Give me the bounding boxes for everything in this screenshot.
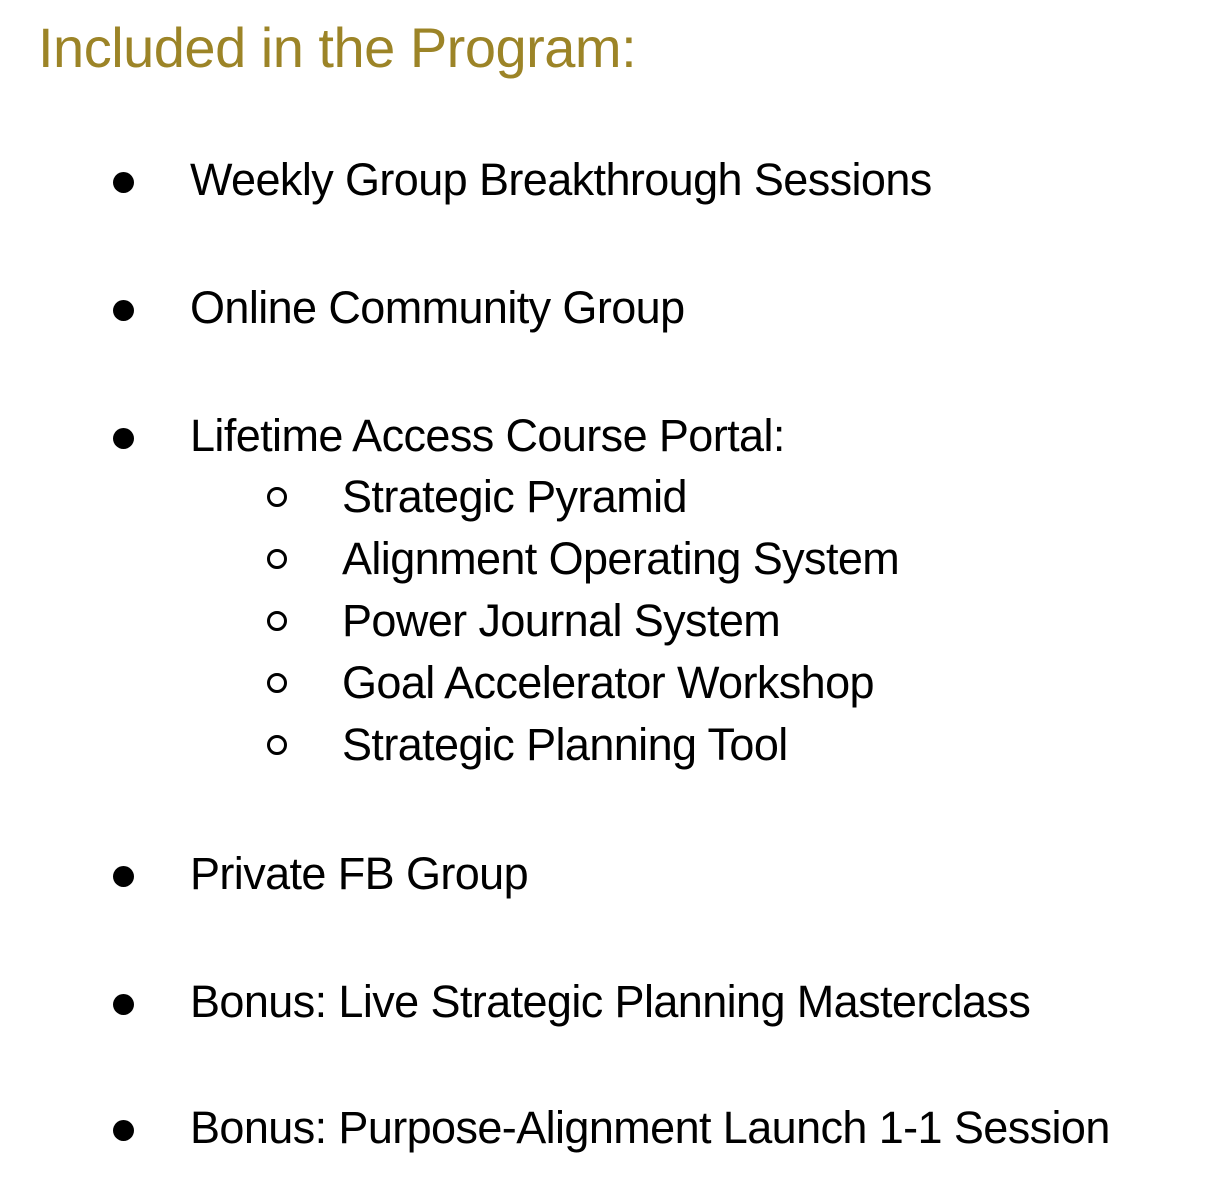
list-item bbox=[0, 1098, 1222, 1158]
list-item-label: Weekly Group Breakthrough Sessions bbox=[190, 154, 932, 205]
sub-list-item-label: Strategic Planning Tool bbox=[342, 719, 788, 770]
list-item bbox=[0, 406, 1222, 466]
sub-list-item bbox=[0, 715, 1222, 775]
bullet-icon bbox=[113, 1120, 134, 1141]
list-item-label: Bonus: Purpose-Alignment Launch 1-1 Session bbox=[190, 1102, 1110, 1153]
sub-list-item bbox=[0, 467, 1222, 527]
list-item bbox=[0, 150, 1222, 210]
list-item-label: Private FB Group bbox=[190, 848, 529, 899]
sub-list-item-label: Strategic Pyramid bbox=[342, 471, 687, 522]
bullet-icon bbox=[113, 866, 134, 887]
hollow-bullet-icon bbox=[267, 487, 287, 507]
sub-list-item-label: Goal Accelerator Workshop bbox=[342, 657, 874, 708]
list-item-label: Lifetime Access Course Portal: bbox=[190, 410, 785, 461]
bullet-icon bbox=[113, 300, 134, 321]
list-item-label: Bonus: Live Strategic Planning Masterclass bbox=[190, 976, 1031, 1027]
sub-list-item-label: Alignment Operating System bbox=[342, 533, 900, 584]
hollow-bullet-icon bbox=[267, 549, 287, 569]
list-item bbox=[0, 972, 1222, 1032]
list-item bbox=[0, 844, 1222, 904]
bullet-icon bbox=[113, 172, 134, 193]
bullet-icon bbox=[113, 428, 134, 449]
list-item-label: Online Community Group bbox=[190, 282, 685, 333]
hollow-bullet-icon bbox=[267, 611, 287, 631]
sub-list-item bbox=[0, 529, 1222, 589]
sub-list-item-label: Power Journal System bbox=[342, 595, 781, 646]
list-item bbox=[0, 278, 1222, 338]
sub-list-item bbox=[0, 591, 1222, 651]
hollow-bullet-icon bbox=[267, 673, 287, 693]
sub-list-item bbox=[0, 653, 1222, 713]
hollow-bullet-icon bbox=[267, 735, 287, 755]
bullet-icon bbox=[113, 994, 134, 1015]
page-heading: Included in the Program: bbox=[38, 16, 637, 79]
